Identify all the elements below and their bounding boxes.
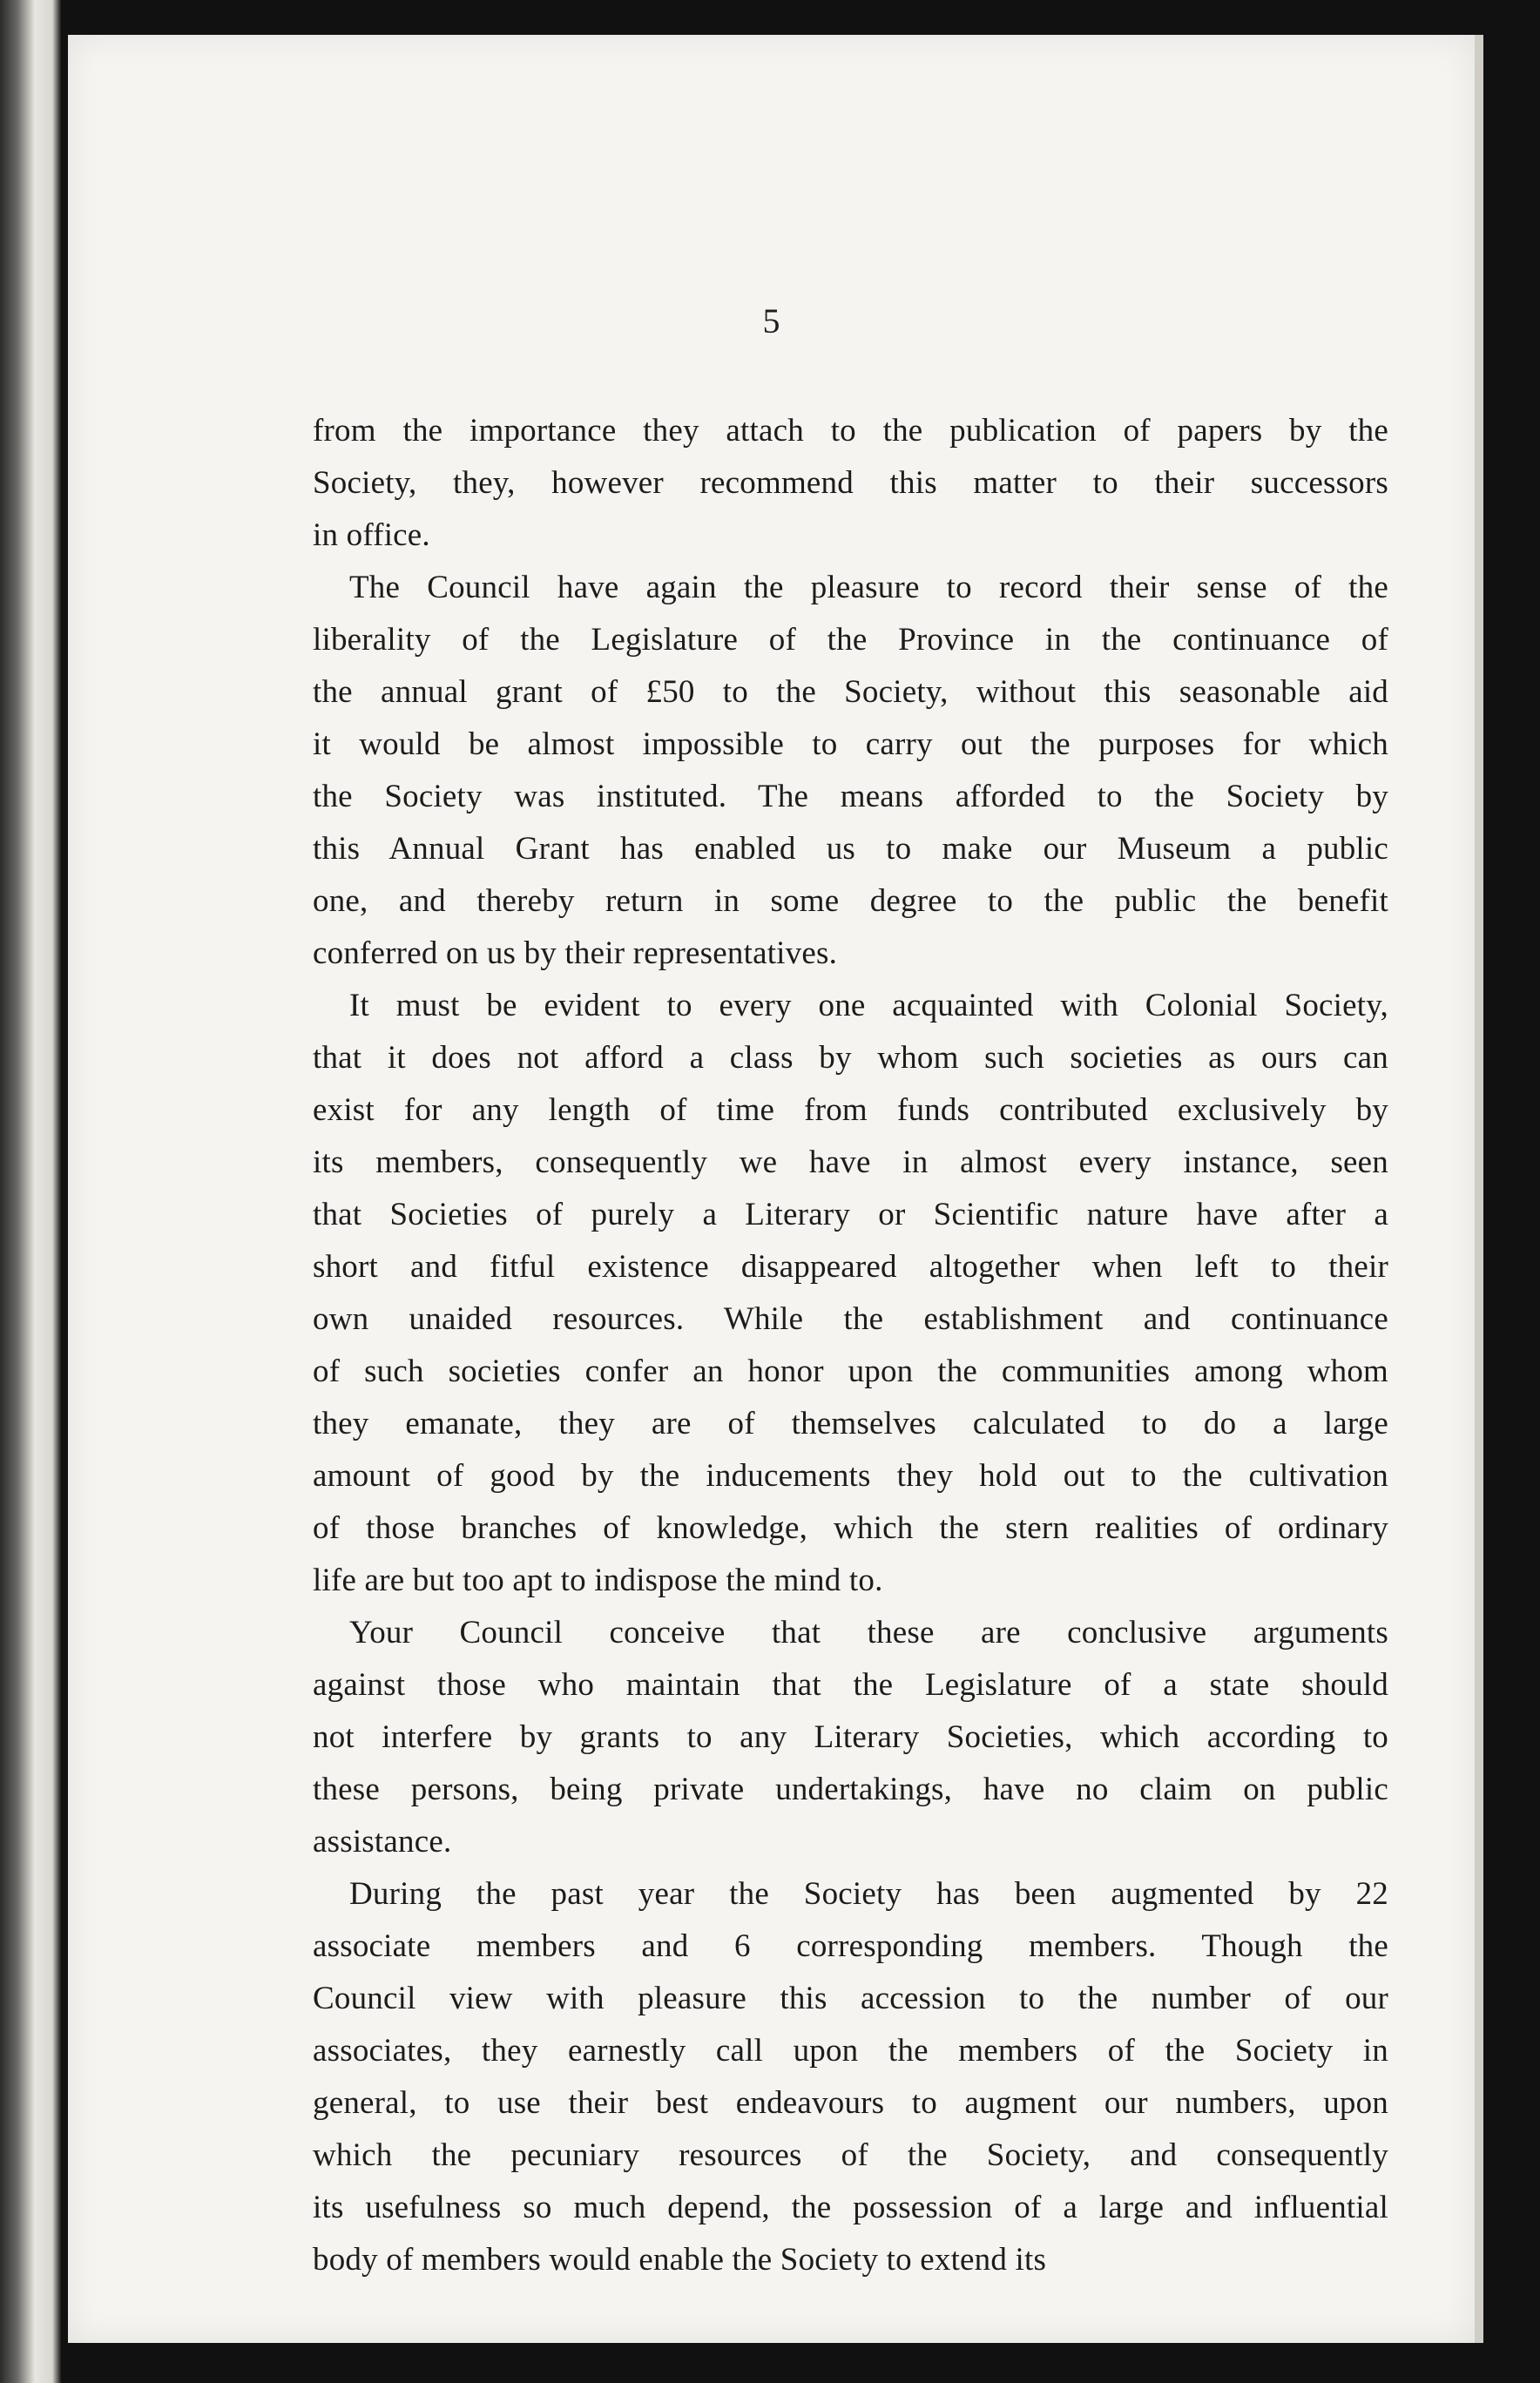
text-line: The Council have again the pleasure to record their sense of the (349, 570, 1388, 605)
text-line: It must be evident to every one acquainted with Colonial Society, (349, 988, 1388, 1023)
text-line: its members, consequently we have in almost every instance, seen (313, 1144, 1388, 1180)
text-line: assistance. (313, 1824, 452, 1860)
text-line: During the past year the Society has been augmented by 22 (349, 1876, 1388, 1912)
text-line: own unaided resources. While the establishment and continuance (313, 1301, 1388, 1337)
text-line: the annual grant of £50 to the Society, without this seasonable aid (313, 674, 1388, 710)
text-line: Council view with pleasure this accession to the number of our (313, 1981, 1388, 2016)
text-line: that it does not afford a class by whom such societies as ours can (313, 1040, 1388, 1076)
text-line: exist for any length of time from funds contributed exclusively by (313, 1092, 1388, 1128)
text-line: of such societies confer an honor upon the communities among whom (313, 1354, 1388, 1389)
text-line: that Societies of purely a Literary or Scientific nature have after a (313, 1197, 1388, 1232)
text-line: body of members would enable the Society to extend its (313, 2242, 1047, 2278)
text-line: not interfere by grants to any Literary Societies, which according to (313, 1719, 1388, 1755)
paragraph (313, 1607, 1388, 1868)
text-line: which the pecuniary resources of the Society, and consequently (313, 2137, 1388, 2173)
text-line: from the importance they attach to the publication of papers by the (313, 413, 1388, 449)
text-line: life are but too apt to indispose the mind to. (313, 1563, 883, 1598)
text-line: the Society was instituted. The means afforded to the Society by (313, 779, 1388, 814)
text-line: in office. (313, 517, 430, 553)
text-line: Society, they, however recommend this matter to their successors (313, 465, 1388, 501)
document-page (68, 35, 1483, 2343)
text-line: against those who maintain that the Legislature of a state should (313, 1667, 1388, 1703)
text-line: amount of good by the inducements they hold out to the cultivation (313, 1458, 1388, 1494)
paragraph (313, 405, 1388, 562)
text-line: general, to use their best endeavours to augment our numbers, upon (313, 2085, 1388, 2121)
paragraph (313, 562, 1388, 980)
paragraph (313, 980, 1388, 1607)
text-line: Your Council conceive that these are conclusive arguments (349, 1615, 1388, 1651)
page-number: 5 (762, 301, 780, 341)
book-spine-edge (0, 0, 61, 2383)
text-line: its usefulness so much depend, the possession of a large and influential (313, 2190, 1388, 2225)
text-line: conferred on us by their representatives. (313, 935, 838, 971)
text-line: this Annual Grant has enabled us to make our Museum a public (313, 831, 1388, 867)
text-line: liberality of the Legislature of the Province in the continuance of (313, 622, 1388, 658)
text-line: they emanate, they are of themselves calculated to do a large (313, 1406, 1388, 1441)
text-line: one, and thereby return in some degree to the public the benefit (313, 883, 1388, 919)
text-line: these persons, being private undertakings, have no claim on public (313, 1772, 1388, 1807)
text-line: it would be almost impossible to carry out the purposes for which (313, 726, 1388, 762)
text-line: associate members and 6 corresponding members. Though the (313, 1928, 1388, 1964)
text-line: of those branches of knowledge, which the stern realities of ordinary (313, 1510, 1388, 1546)
text-line: short and fitful existence disappeared altogether when left to their (313, 1249, 1388, 1285)
body-text (313, 405, 1388, 2286)
paragraph (313, 1868, 1388, 2286)
text-line: associates, they earnestly call upon the members of the Society in (313, 2033, 1388, 2069)
